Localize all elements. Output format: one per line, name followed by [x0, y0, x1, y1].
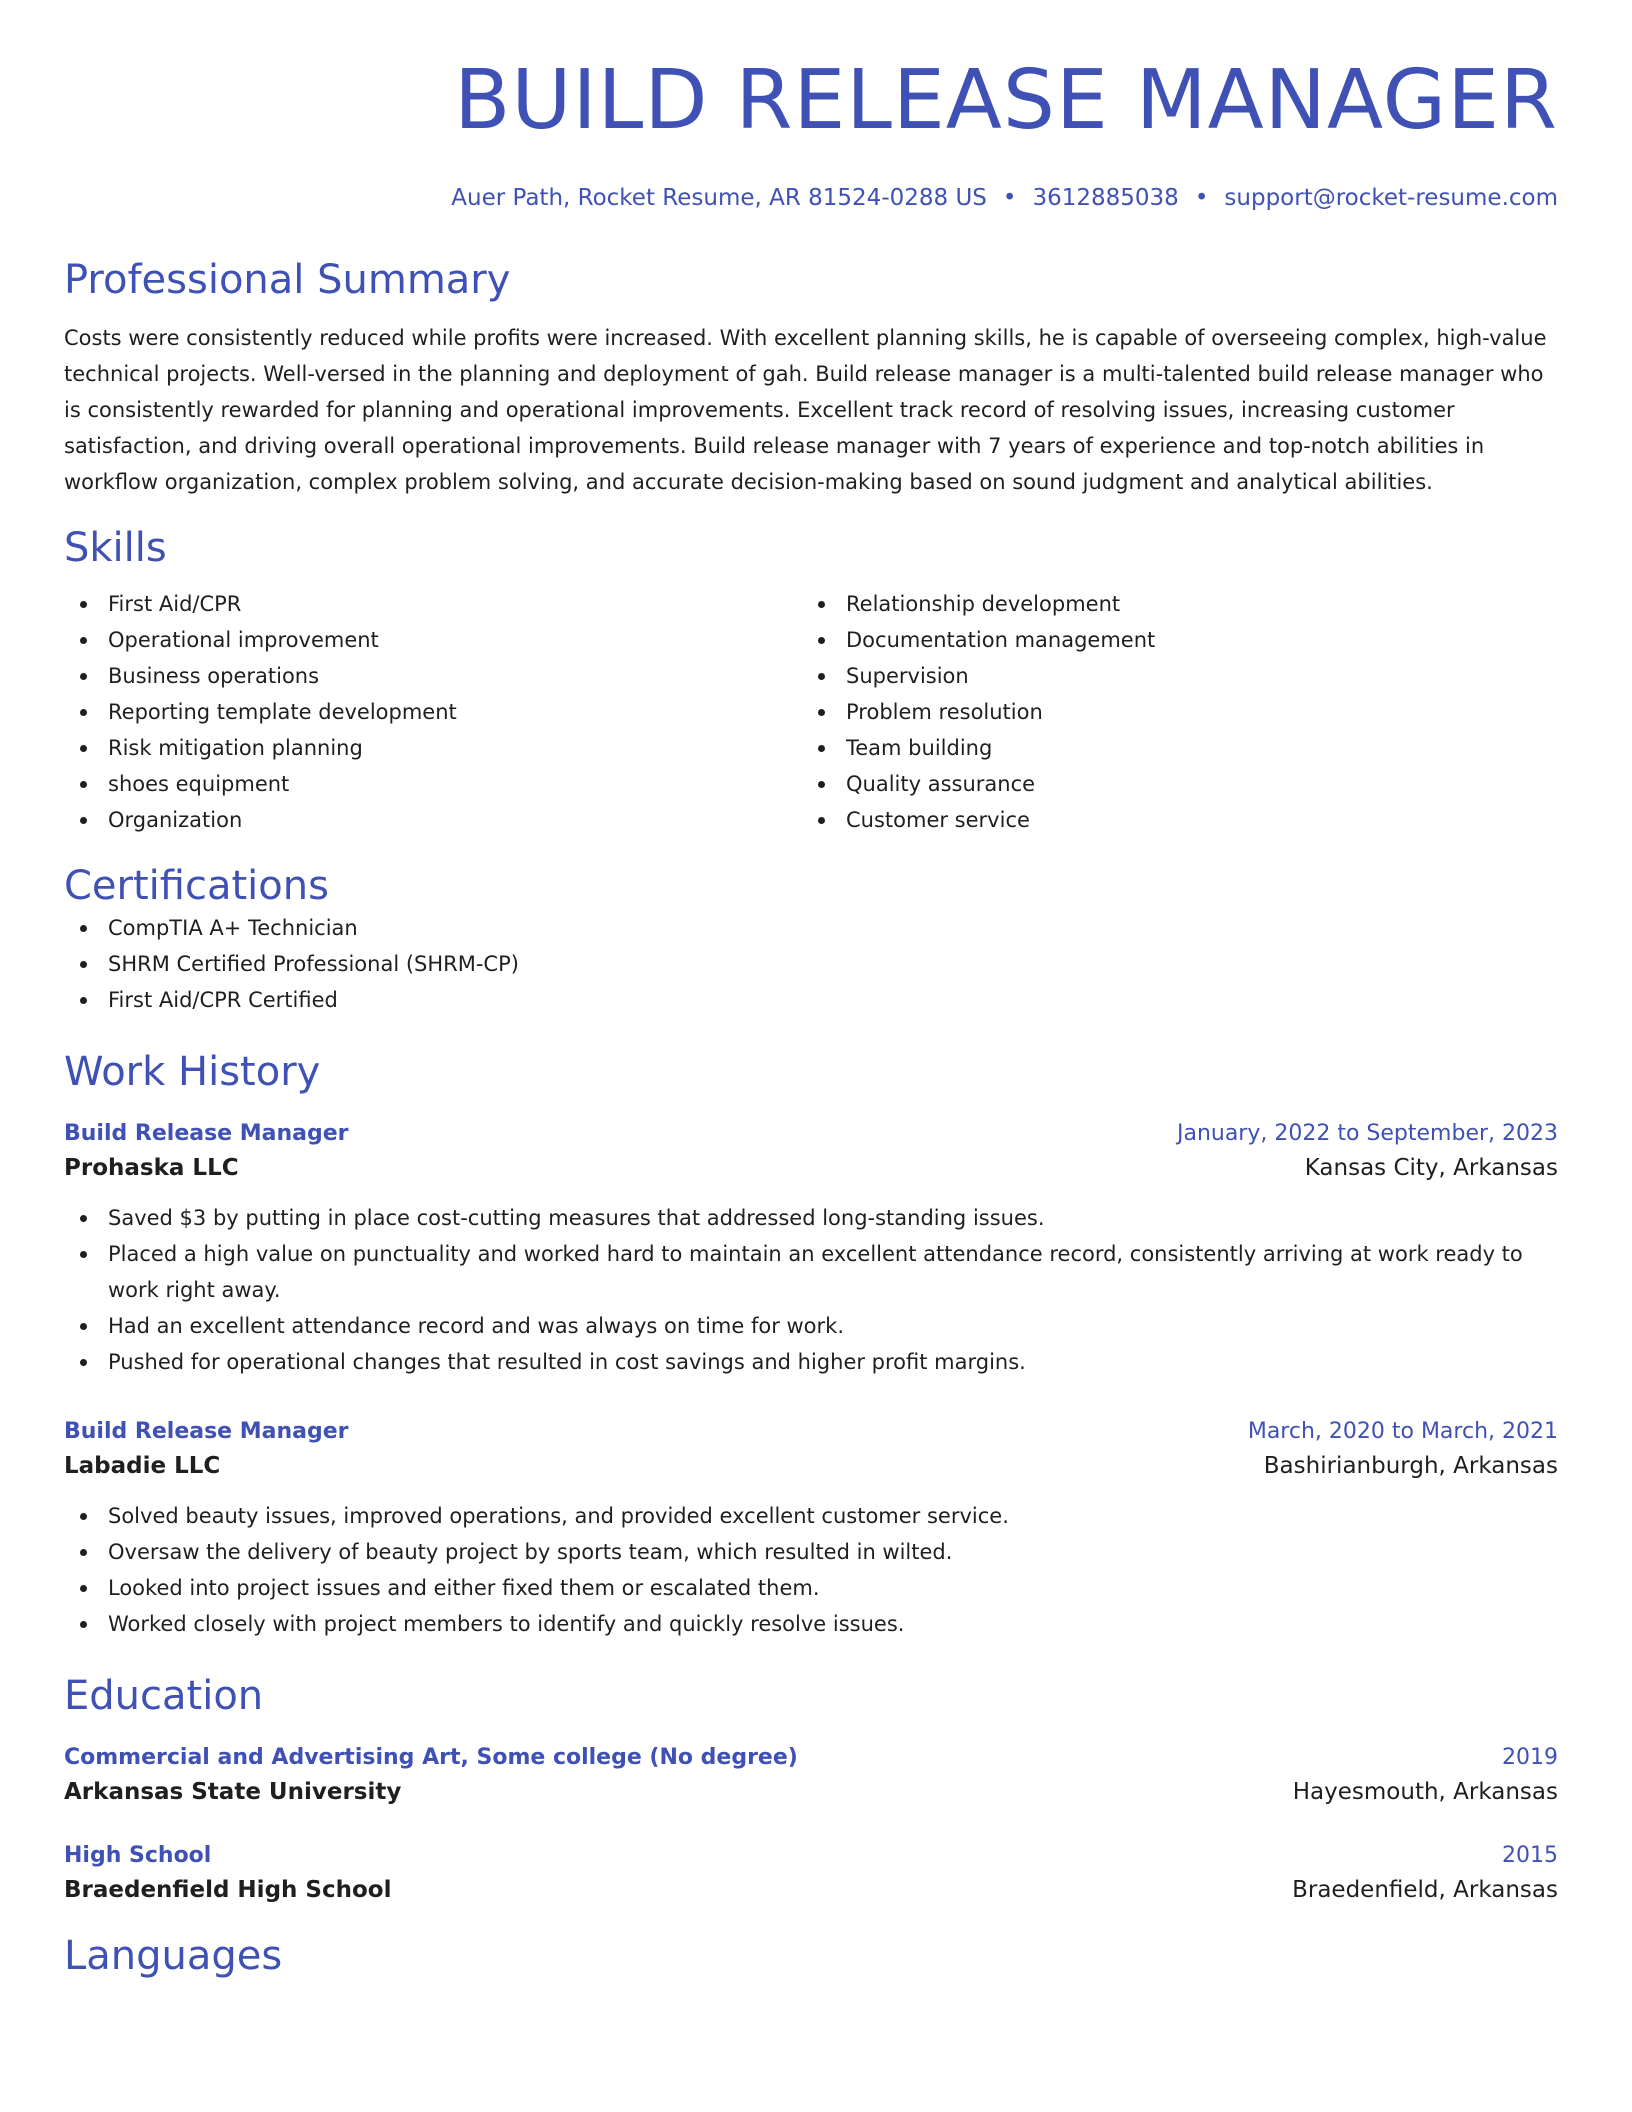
certifications-heading: Certifications	[64, 863, 329, 909]
skill-item: Organization	[64, 802, 802, 838]
phone: 3612885038	[1032, 185, 1179, 211]
graduation-year: 2019	[1502, 1745, 1558, 1770]
separator-dot: •	[1194, 185, 1209, 211]
job-bullet: Solved beauty issues, improved operations, and provided excellent customer service.	[64, 1498, 1558, 1534]
job-bullet: Looked into project issues and either fixed them or escalated them.	[64, 1570, 1558, 1606]
skill-item: Risk mitigation planning	[64, 730, 802, 766]
job-bullet: Worked closely with project members to identify and quickly resolve issues.	[64, 1606, 1558, 1642]
contact-line	[64, 182, 1558, 214]
graduation-year: 2015	[1502, 1843, 1558, 1868]
skill-item: Business operations	[64, 658, 802, 694]
certification-item: SHRM Certified Professional (SHRM-CP)	[64, 946, 1558, 982]
job-dates: January, 2022 to September, 2023	[1176, 1121, 1558, 1146]
education-entry	[64, 1742, 1558, 1810]
job-entry	[64, 1416, 1558, 1642]
skill-item: Quality assurance	[802, 766, 1540, 802]
summary-heading: Professional Summary	[64, 257, 511, 303]
skill-item: First Aid/CPR	[64, 586, 802, 622]
company-name: Labadie LLC	[64, 1453, 221, 1479]
skill-item: Relationship development	[802, 586, 1540, 622]
skills-heading: Skills	[64, 525, 167, 571]
separator-dot: •	[1002, 185, 1017, 211]
skill-item: Customer service	[802, 802, 1540, 838]
school-name: Braedenfield High School	[64, 1877, 392, 1903]
school-location: Hayesmouth, Arkansas	[1292, 1779, 1558, 1805]
certifications-list	[64, 910, 1558, 1018]
skill-item: Documentation management	[802, 622, 1540, 658]
job-bullet: Pushed for operational changes that resulted in cost savings and higher profit margins.	[64, 1344, 1558, 1380]
resume-page	[64, 0, 1558, 1980]
job-location: Kansas City, Arkansas	[1304, 1155, 1558, 1181]
education-heading: Education	[64, 1673, 264, 1719]
job-bullets	[64, 1200, 1558, 1380]
skill-item: Team building	[802, 730, 1540, 766]
company-name: Prohaska LLC	[64, 1155, 239, 1181]
job-bullets	[64, 1498, 1558, 1642]
skills-right-column	[802, 586, 1540, 838]
skills-left-column	[64, 586, 802, 838]
degree: Commercial and Advertising Art, Some college (No degree)	[64, 1745, 798, 1770]
work-history-heading: Work History	[64, 1049, 321, 1095]
summary-text: Costs were consistently reduced while profits were increased. With excellent planning skills, he is capable of overseeing complex, high-value technical projects. Well-versed in the planning and deployment of gah. Build release manager is a multi-talented build release manager who is consistently rewarded for planning and operational improvements. Excellent track record of resolving issues, increasing customer satisfaction, and driving overall operational improvements. Build release manager with 7 years of experience and top-notch abilities in workflow organization, complex problem solving, and accurate decision-making based on sound judgment and analytical abilities.	[64, 326, 1547, 494]
degree: High School	[64, 1843, 212, 1868]
job-bullet: Placed a high value on punctuality and worked hard to maintain an excellent attendance record, consistently arriving at work ready to work right away.	[64, 1236, 1558, 1308]
job-location: Bashirianburgh, Arkansas	[1263, 1453, 1558, 1479]
skill-item: Operational improvement	[64, 622, 802, 658]
certification-item: First Aid/CPR Certified	[64, 982, 1558, 1018]
job-title: Build Release Manager	[64, 1419, 349, 1444]
skills-list	[64, 586, 1558, 838]
skill-item: Supervision	[802, 658, 1540, 694]
education-entry	[64, 1840, 1558, 1908]
job-entry	[64, 1118, 1558, 1380]
school-location: Braedenfield, Arkansas	[1292, 1877, 1558, 1903]
job-bullet: Oversaw the delivery of beauty project by sports team, which resulted in wilted.	[64, 1534, 1558, 1570]
skill-item: shoes equipment	[64, 766, 802, 802]
job-title: Build Release Manager	[64, 1121, 349, 1146]
job-bullet: Saved $3 by putting in place cost-cutting measures that addressed long-standing issues.	[64, 1200, 1558, 1236]
email-link[interactable]: support@rocket-resume.com	[1224, 185, 1558, 211]
job-bullet: Had an excellent attendance record and was always on time for work.	[64, 1308, 1558, 1344]
resume-title: BUILD RELEASE MANAGER	[454, 53, 1558, 148]
skill-item: Problem resolution	[802, 694, 1540, 730]
school-name: Arkansas State University	[64, 1779, 402, 1805]
certification-item: CompTIA A+ Technician	[64, 910, 1558, 946]
languages-heading: Languages	[64, 1933, 283, 1979]
job-dates: March, 2020 to March, 2021	[1247, 1419, 1558, 1444]
skill-item: Reporting template development	[64, 694, 802, 730]
address: Auer Path, Rocket Resume, AR 81524-0288 US	[451, 185, 987, 211]
